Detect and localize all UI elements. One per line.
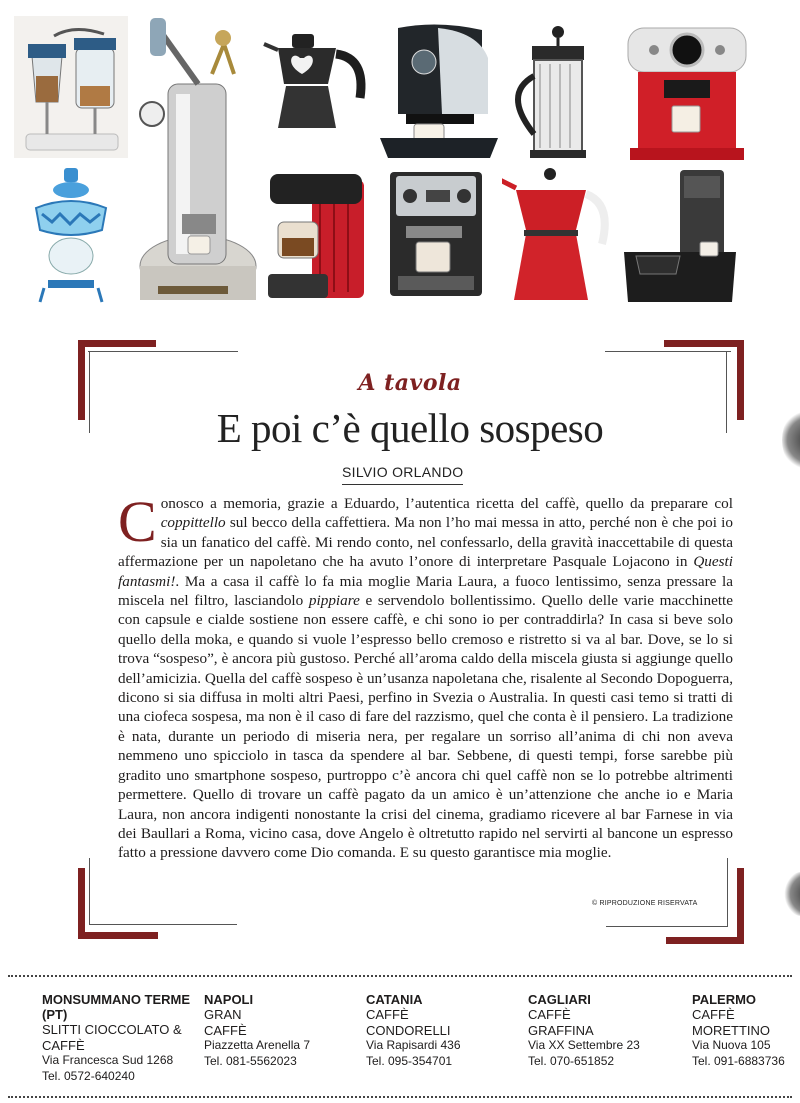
- shop-address: Piazzetta Arenella 7: [204, 1038, 311, 1052]
- copyright-notice: © RIPRODUZIONE RISERVATA: [592, 900, 698, 907]
- dotted-divider-bottom: [8, 1096, 792, 1098]
- dark-espresso-machine-icon: [378, 18, 500, 164]
- article-body: [118, 489, 733, 863]
- shop-city: MONSUMMANO TERME (PT): [42, 992, 191, 1022]
- red-capsule-machine-small-icon: [264, 162, 370, 302]
- siphon-coffee-maker-icon: [14, 16, 130, 158]
- section-kicker: A tavola: [358, 370, 462, 396]
- article-text: onosco a memoria, grazie a Eduardo, l’autentica ricetta del caffè, quello da preparare col: [160, 495, 733, 512]
- red-capsule-machine-icon: [624, 22, 750, 162]
- shop-city: CATANIA: [366, 992, 423, 1007]
- shop-phone: Tel. 091-6883736: [692, 1053, 785, 1068]
- article-title: E poi c’è quello sospeso: [216, 405, 604, 451]
- shop-listing: [692, 992, 796, 1069]
- shop-name: CAFFÈ MORETTINO: [692, 1007, 770, 1038]
- shop-phone: Tel. 070-651852: [528, 1053, 615, 1068]
- silver-espresso-machine-icon: [382, 164, 488, 304]
- shop-city: PALERMO: [692, 992, 757, 1007]
- article-emphasis: coppittello: [160, 514, 226, 532]
- shop-address: Via XX Settembre 23: [528, 1038, 640, 1052]
- red-moka-pot-icon: [502, 164, 614, 304]
- lever-espresso-machine-icon: [128, 14, 258, 306]
- shop-city: NAPOLI: [204, 992, 254, 1007]
- french-press-icon: [500, 24, 612, 162]
- article-text: . Ma a casa il caffè lo fa mia moglie Maria Laura, a fuoco lentissimo, senza pressare la miscela nel filtro, lasciandolo: [118, 572, 733, 610]
- shop-listing: [42, 992, 192, 1084]
- blue-glass-coffee-maker-icon: [28, 164, 114, 304]
- shop-name: CAFFÈ GRAFFINA: [528, 1007, 594, 1038]
- black-pod-machine-icon: [620, 166, 740, 304]
- shop-address: Via Nuova 105: [692, 1038, 771, 1052]
- shop-listing: [366, 992, 496, 1069]
- shop-listing: [204, 992, 334, 1069]
- shop-name: GRAN CAFFÈ: [204, 1007, 247, 1038]
- article-emphasis: Questi fantasmi!: [118, 553, 733, 590]
- shop-address: Via Rapisardi 436: [366, 1038, 461, 1052]
- heart-moka-pot-icon: [262, 28, 372, 134]
- shop-city: CAGLIARI: [528, 992, 591, 1007]
- shop-phone: Tel. 095-354701: [366, 1053, 453, 1068]
- shop-name: CAFFÈ CONDORELLI: [366, 1007, 451, 1038]
- shop-name: SLITTI CIOCCOLATO & CAFFÈ: [42, 1022, 182, 1053]
- coffee-machines-photo-strip: [0, 0, 800, 310]
- shop-address: Via Francesca Sud 1268: [42, 1053, 174, 1067]
- shop-phone: Tel. 0572-640240: [42, 1068, 135, 1083]
- article-text: e servendolo bollentissimo. Quello delle varie macchinette con capsule e cialde sostiene non essere caffè, e chi sono io per contraddirla? In casa si beve solo quello della moka, e quando si vuole l’espresso bello cremoso e ristretto si va al bar. Dove, se lo si trova “sospeso”, è ancora più gustoso. Perché all’aroma caldo della miscela giusta si aggiunge quello dell’amicizia. Quella del caffè sospeso è un’usanza napoletana che, risalente al Secondo Dopoguerra, dicono si sia diffusa in molti altri Paesi, perfino in Svezia o Australia. In questi casi temo si tratti di una ciofeca sospesa, ma non è il caso di fare del razzismo, quel che conta è il pensiero. La tradizione è nata, durante un periodo di miseria nera, per regalare un sorriso all’anima di chi non aveva nemmeno uno spicciolo in tasca da spendere al bar. Sebbene, di questi tempi, forse sarebbe più gradito uno smartphone sospeso, purtroppo c’è ancora chi quel caffè non se lo potrebbe altrimenti permettere. Quello di trovare un caffè pagato da un amico è un’attenzione che anche io e Maria Laura, non ancora indigenti nonostante la crisi del cinema, gradiamo ricevere al bar Farnese in via dei Baullari a Roma, vicino casa, dove Angelo è oltretutto rapido nel servirti al bancone un espresso fatto a pressione davvero come Dio comanda. E su questo garantisce mia moglie.: [118, 592, 733, 862]
- shop-listing: [528, 992, 668, 1069]
- dotted-divider-top: [8, 975, 792, 977]
- author-byline: SILVIO ORLANDO: [342, 464, 463, 485]
- shop-phone: Tel. 081-5562023: [204, 1053, 297, 1068]
- page-edge-shadow: [782, 872, 800, 916]
- drop-cap: C: [118, 489, 157, 554]
- article-emphasis: pippiare: [308, 592, 360, 610]
- article-text: sul becco della caffettiera. Ma non l’ho mai messa in atto, perché non è che poi io sia un fanatico del caffè. Mi rendo conto, nel confessarlo, della gravità inaccettabile di questa affermazione per un napoletano che ha avuto l’onore di interpretare Pasquale Lojacono in: [118, 514, 733, 571]
